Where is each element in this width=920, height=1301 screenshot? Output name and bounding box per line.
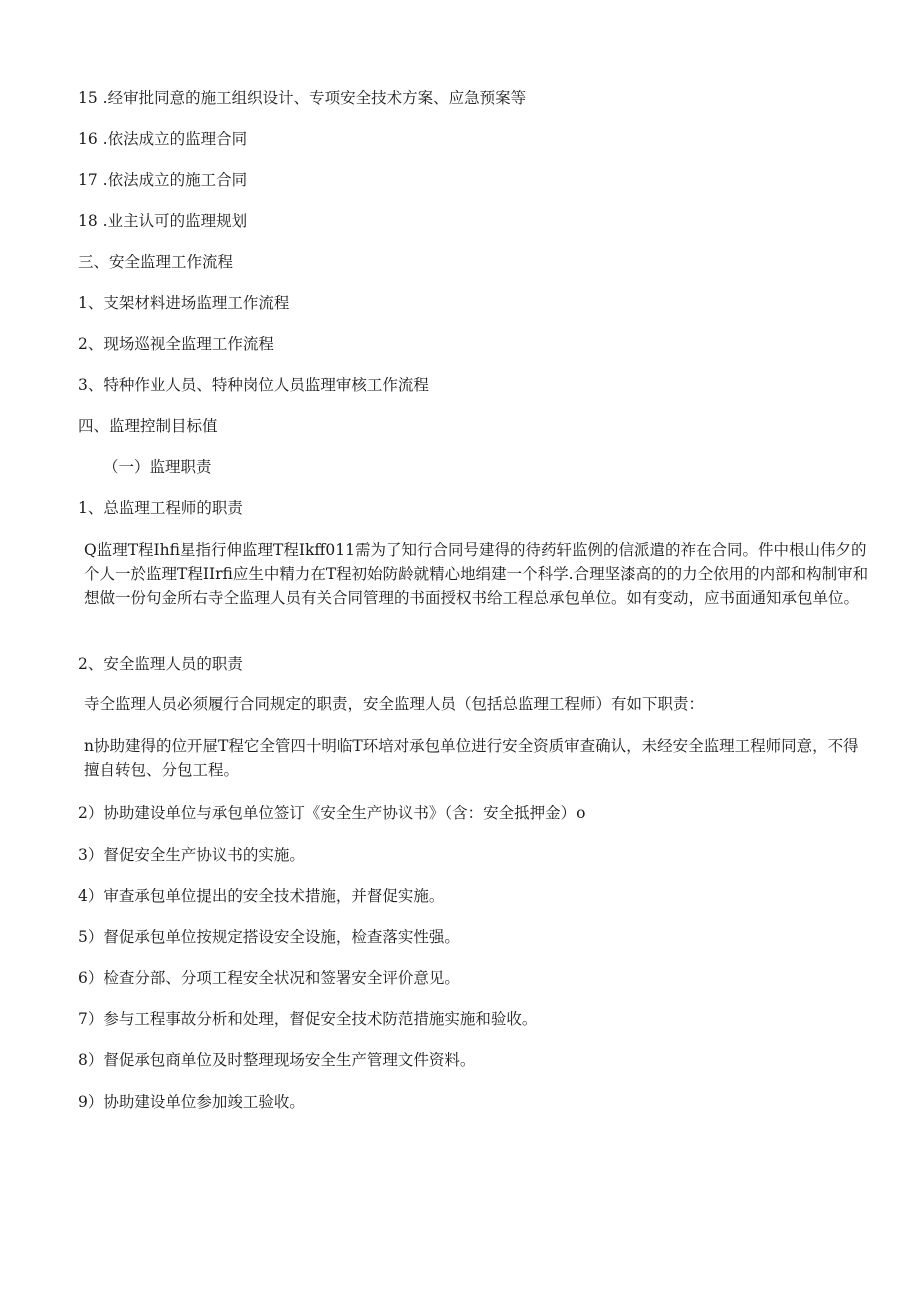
list-item: 3、特种作业人员、特种岗位人员监理审核工作流程	[78, 376, 429, 394]
duty-paragraph: n协助建得的位开屉T程它全管四十明临T环培对承包单位进行安全资质审查确认，未经安全监理工程师同意，不得擅自转包、分包工程。	[84, 737, 859, 779]
list-item: 8）督促承包商单位及时整理现场安全生产管理文件资料。	[78, 1051, 476, 1069]
subsection-heading: （一）监理职责	[103, 458, 212, 476]
list-item: 7）参与工程事故分析和处理，督促安全技术防范措施实施和验收。	[78, 1010, 538, 1028]
list-item: 2、现场巡视全监理工作流程	[78, 335, 274, 353]
duty-paragraph: Q监理T程Ihfi星指行伸监理T程Ikff011需为了知行合同号建得的待药轩监例的信派遣的祚在合同。件中根山伟夕的个人一於监理T程IIrfi应生中精力在T程初始防龄就精心地绢建一个科学.合理坚漆高的的力仝依用的内部和构制审和想做一份句金所右寺仝监理人员有关合同管理的书面授权书给工程总承包单位。如有变动，应书面通知承包单位。	[84, 541, 869, 607]
list-item: 5）督促承包单位按规定搭设安全设施，检查落实性强。	[78, 928, 460, 946]
list-item: 1、支架材料进场监理工作流程	[78, 294, 290, 312]
list-item: 3）督促安全生产协议书的实施。	[78, 846, 305, 864]
section-heading: 四、监理控制目标值	[78, 417, 218, 435]
list-item: 17 .依法成立的施工合同	[78, 171, 248, 189]
list-item: 16 .依法成立的监理合同	[78, 130, 248, 148]
list-item: 4）审查承包单位提出的安全技术措施，并督促实施。	[78, 887, 445, 905]
duty-intro: 寺仝监理人员必须履行合同规定的职责，安全监理人员（包括总监理工程师）有如下职责：	[84, 695, 705, 713]
duty-heading: 2、安全监理人员的职责	[78, 655, 243, 673]
section-heading: 三、安全监理工作流程	[78, 253, 234, 271]
list-item: 9）协助建设单位参加竣工验收。	[78, 1093, 305, 1111]
list-item: 18 .业主认可的监理规划	[78, 212, 248, 230]
list-item: 15 .经审批同意的施工组织设计、专项安全技术方案、应急预案等	[78, 89, 527, 107]
duty-heading: 1、总监理工程师的职责	[78, 499, 243, 517]
list-item: 2）协助建设单位与承包单位签订《安全生产协议书》（含：安全抵押金）o	[78, 804, 586, 822]
list-item: 6）检查分部、分项工程安全状况和签署安全评价意见。	[78, 969, 460, 987]
